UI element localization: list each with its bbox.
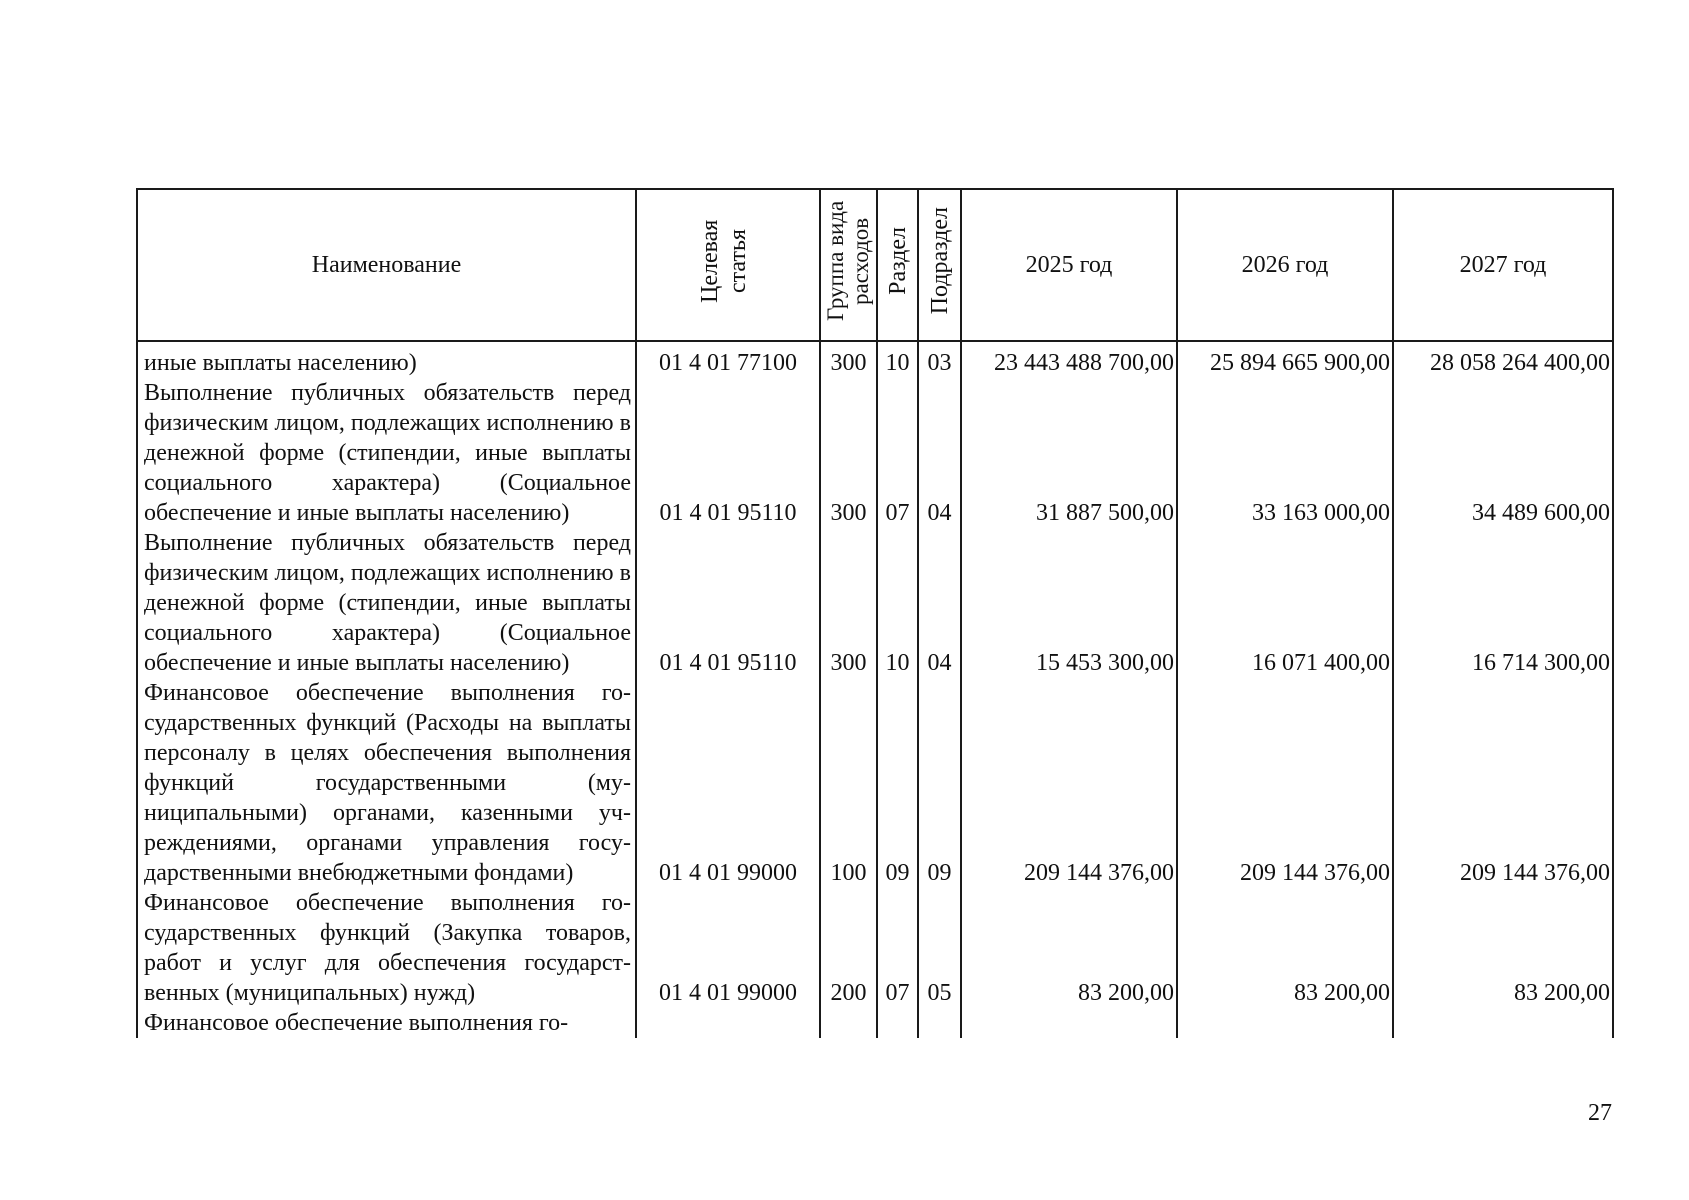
page-number: 27 [1588, 1100, 1612, 1126]
row-amount-2026: 25 894 665 900,00 [1177, 341, 1393, 378]
row-name: иные выплаты населению) [137, 341, 636, 378]
row-target-article: 01 4 01 99000 [636, 888, 820, 1008]
row-subsection [918, 1008, 961, 1038]
budget-expenditure-table [136, 188, 1614, 1038]
row-section: 10 [877, 341, 918, 378]
header-name: Наименование [137, 189, 636, 341]
table-row [137, 378, 1613, 528]
row-amount-2027: 83 200,00 [1393, 888, 1613, 1008]
row-expense-group: 100 [820, 678, 877, 888]
row-amount-2027: 34 489 600,00 [1393, 378, 1613, 528]
header-subsection: Подраздел [918, 189, 961, 341]
table-row [137, 341, 1613, 378]
row-amount-2027: 28 058 264 400,00 [1393, 341, 1613, 378]
row-amount-2025: 15 453 300,00 [961, 528, 1177, 678]
row-subsection: 05 [918, 888, 961, 1008]
row-expense-group: 200 [820, 888, 877, 1008]
row-expense-group: 300 [820, 341, 877, 378]
row-amount-2027: 16 714 300,00 [1393, 528, 1613, 678]
row-expense-group [820, 1008, 877, 1038]
row-amount-2026: 83 200,00 [1177, 888, 1393, 1008]
row-name: Выполнение публичных обязательств перед физическим лицом, подлежащих исполнению в денежной форме (стипендии, иные выплаты социального характера) (Социальное обеспечение и иные выплаты населению) [137, 528, 636, 678]
row-target-article: 01 4 01 95110 [636, 378, 820, 528]
table-row [137, 888, 1613, 1008]
header-target-article: Целевая статья [636, 189, 820, 341]
header-year-2026: 2026 год [1177, 189, 1393, 341]
table-row [137, 1008, 1613, 1038]
row-amount-2025: 23 443 488 700,00 [961, 341, 1177, 378]
row-amount-2026 [1177, 1008, 1393, 1038]
row-section: 09 [877, 678, 918, 888]
row-name: Выполнение публичных обязательств перед физическим лицом, подлежащих исполнению в денежной форме (стипендии, иные выплаты социального характера) (Социальное обеспечение и иные выплаты населению) [137, 378, 636, 528]
row-target-article: 01 4 01 77100 [636, 341, 820, 378]
row-target-article: 01 4 01 95110 [636, 528, 820, 678]
row-amount-2025 [961, 1008, 1177, 1038]
row-expense-group: 300 [820, 528, 877, 678]
header-section: Раздел [877, 189, 918, 341]
row-name: Финансовое обеспечение выполнения государственных функций (Расходы на выплаты персоналу в целях обеспечения выполнения функций государственными (муниципальными) органами, казенными учреждениями, органами управления государственными внебюджетными фондами) [137, 678, 636, 888]
row-subsection: 04 [918, 528, 961, 678]
table-row [137, 528, 1613, 678]
row-amount-2026: 209 144 376,00 [1177, 678, 1393, 888]
row-amount-2025: 209 144 376,00 [961, 678, 1177, 888]
row-amount-2026: 33 163 000,00 [1177, 378, 1393, 528]
row-amount-2027: 209 144 376,00 [1393, 678, 1613, 888]
row-subsection: 03 [918, 341, 961, 378]
row-section: 07 [877, 378, 918, 528]
header-year-2027: 2027 год [1393, 189, 1613, 341]
row-amount-2027 [1393, 1008, 1613, 1038]
row-amount-2026: 16 071 400,00 [1177, 528, 1393, 678]
row-section: 10 [877, 528, 918, 678]
row-expense-group: 300 [820, 378, 877, 528]
row-subsection: 04 [918, 378, 961, 528]
row-amount-2025: 31 887 500,00 [961, 378, 1177, 528]
row-amount-2025: 83 200,00 [961, 888, 1177, 1008]
row-target-article: 01 4 01 99000 [636, 678, 820, 888]
table-header-row [137, 189, 1613, 341]
row-name: Финансовое обеспечение выполнения го- [137, 1008, 636, 1038]
row-name: Финансовое обеспечение выполнения государственных функций (Закупка товаров, работ и услуг для обеспечения государственных (муниципальных) нужд) [137, 888, 636, 1008]
row-section [877, 1008, 918, 1038]
header-year-2025: 2025 год [961, 189, 1177, 341]
row-section: 07 [877, 888, 918, 1008]
row-subsection: 09 [918, 678, 961, 888]
row-target-article [636, 1008, 820, 1038]
header-expense-group: Группа вида расходов [820, 189, 877, 341]
table-row [137, 678, 1613, 888]
